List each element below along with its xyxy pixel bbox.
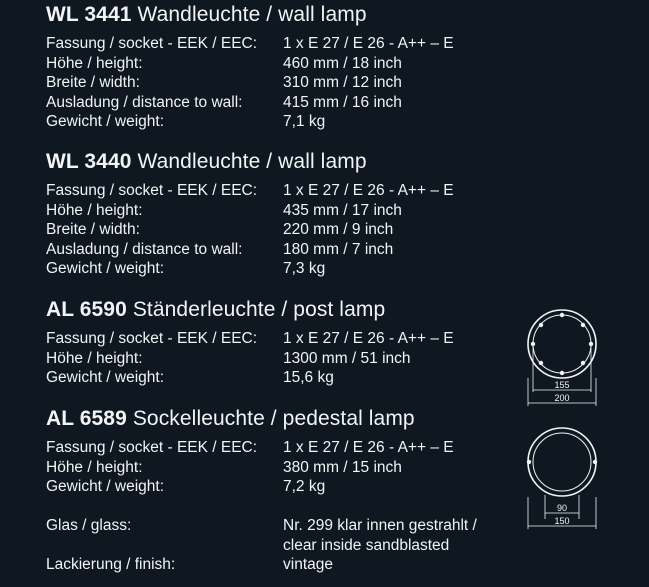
spec-label: Ausladung / distance to wall: <box>46 93 243 111</box>
product-wl-3441 <box>46 2 454 132</box>
bolt-dot <box>560 313 564 317</box>
outer-circle-icon <box>528 310 596 378</box>
spec-row-weight <box>46 477 415 497</box>
spec-label: Breite / width: <box>46 221 140 239</box>
spec-label: Fassung / socket - EEK / EEC: <box>46 35 258 52</box>
spec-label: Fassung / socket - EEK / EEC: <box>46 439 258 456</box>
spec-label: Gewicht / weight: <box>46 369 165 387</box>
product-code: AL 6589 <box>46 407 127 430</box>
spec-list <box>46 329 454 388</box>
product-name: Sockelleuchte / pedestal lamp <box>132 407 415 430</box>
inner-dimension-label: 90 <box>556 503 568 513</box>
spec-list <box>46 34 454 132</box>
inner-circle-icon <box>533 433 591 491</box>
finish-value: vintage <box>283 556 333 573</box>
spec-row-socket <box>46 181 454 201</box>
spec-value: 7,3 kg <box>283 260 326 278</box>
product-name: Wandleuchte / wall lamp <box>137 3 367 26</box>
product-code: WL 3440 <box>46 150 132 173</box>
outer-dimension-label: 150 <box>554 516 570 526</box>
spec-row-socket <box>46 34 454 54</box>
spec-value: 1 x E 27 / E 26 - A++ – E <box>283 182 454 199</box>
spec-value: 415 mm / 16 inch <box>283 93 402 111</box>
spec-row-socket <box>46 329 454 349</box>
spec-value: 380 mm / 15 inch <box>283 458 402 476</box>
spec-label: Gewicht / weight: <box>46 478 165 496</box>
spec-row-distance <box>46 93 402 113</box>
outer-dimension-label: 200 <box>554 393 570 403</box>
spec-row-weight <box>46 112 367 132</box>
spec-label: Ausladung / distance to wall: <box>46 240 243 258</box>
spec-label: Breite / width: <box>46 74 140 92</box>
spec-row-width <box>46 220 394 240</box>
bolt-dot <box>539 361 543 365</box>
spec-value: 220 mm / 9 inch <box>283 221 394 239</box>
glass-label: Glas / glass: <box>46 517 132 534</box>
spec-value: 310 mm / 12 inch <box>283 74 402 92</box>
spec-label: Höhe / height: <box>46 349 143 367</box>
spec-value: 460 mm / 18 inch <box>283 54 402 72</box>
pedestal-lamp-drawing <box>520 425 604 533</box>
spec-row-height <box>46 54 402 74</box>
spec-value: 1 x E 27 / E 26 - A++ – E <box>283 439 454 456</box>
spec-row-width <box>46 73 402 93</box>
spec-row-weight <box>46 259 367 279</box>
product-code: WL 3441 <box>46 3 132 26</box>
outer-circle-icon <box>528 428 596 496</box>
spec-value: 180 mm / 7 inch <box>283 240 394 258</box>
spec-label: Höhe / height: <box>46 458 143 476</box>
glass-value-line-2: clear inside sandblasted <box>283 536 450 554</box>
spec-value: 7,1 kg <box>283 113 326 131</box>
spec-value: 1 x E 27 / E 26 - A++ – E <box>283 330 454 347</box>
spec-value: 15,6 kg <box>283 369 334 387</box>
product-name: Ständerleuchte / post lamp <box>132 298 386 321</box>
inner-dimension-label: 155 <box>554 380 570 390</box>
product-al-6590 <box>46 297 454 388</box>
spec-value: 1 x E 27 / E 26 - A++ – E <box>283 35 454 52</box>
spec-value: 7,2 kg <box>283 478 326 496</box>
spec-row-height <box>46 458 415 478</box>
spec-label: Gewicht / weight: <box>46 260 165 278</box>
bolt-dot <box>581 323 585 327</box>
spec-row-weight <box>46 368 385 388</box>
spec-row-socket <box>46 438 454 458</box>
spec-row-height <box>46 349 411 369</box>
bolt-dot <box>593 460 597 464</box>
glass-value-line-1: Nr. 299 klar innen gestrahlt / <box>283 517 477 534</box>
spec-label: Fassung / socket - EEK / EEC: <box>46 182 258 199</box>
dimension-diagram-post-lamp <box>520 306 604 415</box>
bolt-dot <box>560 371 564 375</box>
spec-list <box>46 181 454 279</box>
product-title <box>46 406 415 432</box>
spec-row-distance <box>46 240 394 260</box>
spec-list <box>46 438 454 497</box>
product-title <box>46 2 367 28</box>
spec-label: Höhe / height: <box>46 201 143 219</box>
bolt-dot <box>539 323 543 327</box>
product-name: Wandleuchte / wall lamp <box>137 150 367 173</box>
dimension-diagram-pedestal-lamp <box>520 425 604 538</box>
spec-row-height <box>46 201 402 221</box>
spec-label: Höhe / height: <box>46 54 143 72</box>
spec-value: 1300 mm / 51 inch <box>283 349 411 367</box>
bolt-dot <box>581 361 585 365</box>
product-title <box>46 297 385 323</box>
spec-label: Fassung / socket - EEK / EEC: <box>46 330 258 347</box>
product-code: AL 6590 <box>46 298 127 321</box>
product-title <box>46 149 367 175</box>
product-wl-3440 <box>46 149 454 279</box>
bolt-dot <box>527 460 531 464</box>
finish-label: Lackierung / finish: <box>46 556 176 573</box>
post-lamp-drawing <box>520 306 604 410</box>
spec-value: 435 mm / 17 inch <box>283 201 402 219</box>
product-al-6589 <box>46 406 454 497</box>
spec-label: Gewicht / weight: <box>46 113 165 131</box>
